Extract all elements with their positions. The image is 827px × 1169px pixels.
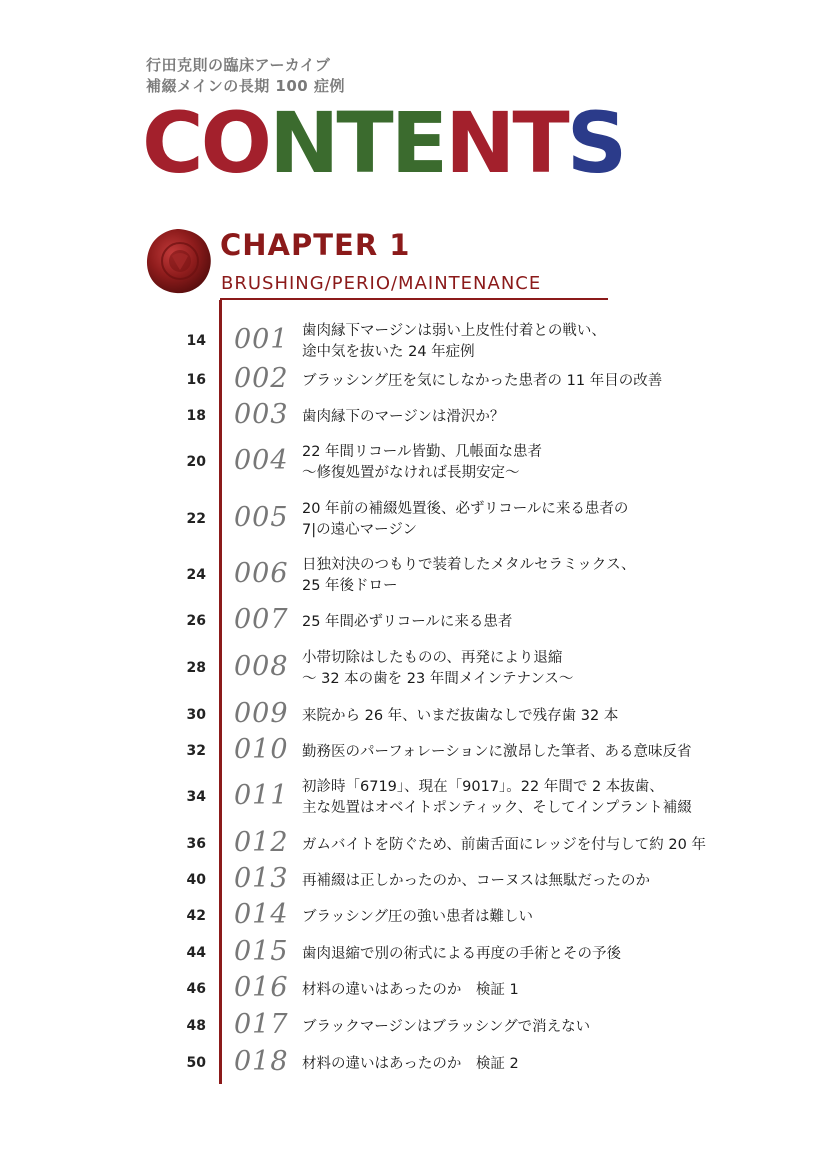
toc-case-number: 014 [234,899,289,930]
toc-page-number: 30 [186,707,206,723]
contents-letter: S [566,94,625,192]
toc-case-title: 来院から 26 年、いまだ抜歯なしで残存歯 32 本 [302,707,619,724]
toc-case-title: 20 年前の補綴処置後、必ずリコールに来る患者の 7|の遠心マージン [302,501,629,538]
toc-case-number: 015 [234,936,289,967]
series-title-line2: 補綴メインの長期 100 症例 [146,77,345,95]
toc-case-number: 005 [234,502,289,533]
chapter-divider [220,298,608,300]
toc-page-number: 48 [186,1018,206,1034]
toc-case-number: 003 [234,399,289,430]
contents-letter: E [390,94,446,192]
contents-letter: O [200,94,270,192]
chapter-title: CHAPTER 1 [220,228,411,262]
toc-case-number: 010 [234,734,289,765]
toc-case-number: 011 [234,780,289,811]
toc-page-number: 42 [186,908,206,924]
toc-vertical-rule [219,300,222,1084]
toc-case-title: 小帯切除はしたものの、再発により退縮 ～ 32 本の歯を 23 年間メインテナンス～ [302,650,574,687]
toc-case-title: 歯肉縁下マージンは弱い上皮性付着との戦い、 途中気を抜いた 24 年症例 [302,323,606,360]
series-title-line1: 行田克則の臨床アーカイブ [146,56,331,74]
toc-page-number: 14 [186,333,206,349]
toc-page-number: 24 [186,567,206,583]
toc-page-number: 36 [186,836,206,852]
toc-case-title: 歯肉縁下のマージンは滑沢か？ [302,408,505,425]
contents-letter: N [269,94,337,192]
toc-case-number: 008 [234,651,289,682]
contents-letter: T [512,94,567,192]
contents-letter: T [336,94,391,192]
toc-case-title: 材料の違いはあったのか 検証 1 [302,981,519,998]
toc-case-title: 日独対決のつもりで装着したメタルセラミックス、 25 年後ドロー [302,557,636,594]
toc-case-number: 018 [234,1046,289,1077]
toc-case-title: ガムバイトを防ぐため、前歯舌面にレッジを付与して約 20 年 [302,836,706,853]
toc-case-number: 017 [234,1009,289,1040]
toc-case-number: 006 [234,558,289,589]
chapter-subtitle: BRUSHING/PERIO/MAINTENANCE [221,273,542,294]
toc-page-number: 40 [186,872,206,888]
toc-page-number: 26 [186,613,206,629]
toc-page-number: 50 [186,1055,206,1071]
contents-letter: C [142,94,201,192]
wax-seal-icon [144,226,214,296]
series-title [146,55,345,97]
toc-case-number: 001 [234,324,289,355]
toc-case-number: 012 [234,827,289,858]
toc-case-number: 004 [234,445,289,476]
toc-case-title: 再補綴は正しかったのか、コーヌスは無駄だったのか [302,872,650,889]
toc-page-number: 18 [186,408,206,424]
toc-page-number: 32 [186,743,206,759]
toc-page-number: 22 [186,511,206,527]
toc-case-title: 25 年間必ずリコールに来る患者 [302,613,513,630]
toc-case-number: 013 [234,863,289,894]
toc-case-number: 009 [234,698,289,729]
toc-case-title: ブラッシング圧を気にしなかった患者の 11 年目の改善 [302,372,663,389]
toc-page-number: 16 [186,372,206,388]
toc-page-number: 28 [186,660,206,676]
toc-case-number: 016 [234,972,289,1003]
toc-case-number: 007 [234,604,289,635]
toc-page-number: 34 [186,789,206,805]
contents-heading [142,94,625,192]
toc-case-title: ブラッシング圧の強い患者は難しい [302,908,534,925]
toc-case-number: 002 [234,363,289,394]
contents-letter: N [445,94,513,192]
toc-case-title: 勤務医のパーフォレーションに激昂した筆者、ある意味反省 [302,743,692,760]
toc-case-title: ブラックマージンはブラッシングで消えない [302,1018,591,1035]
toc-case-title: 材料の違いはあったのか 検証 2 [302,1055,519,1072]
toc-case-title: 22 年間リコール皆勤、几帳面な患者 ～修復処置がなければ長期安定～ [302,444,542,481]
toc-page-number: 46 [186,981,206,997]
toc-case-title: 初診時「6719」、現在「9017」。22 年間で 2 本抜歯、 主な処置はオベイトポンティック、そしてインプラント補綴 [302,779,692,816]
toc-page-number: 44 [186,945,206,961]
toc-page-number: 20 [186,454,206,470]
toc-case-title: 歯肉退縮で別の術式による再度の手術とその予後 [302,945,621,962]
